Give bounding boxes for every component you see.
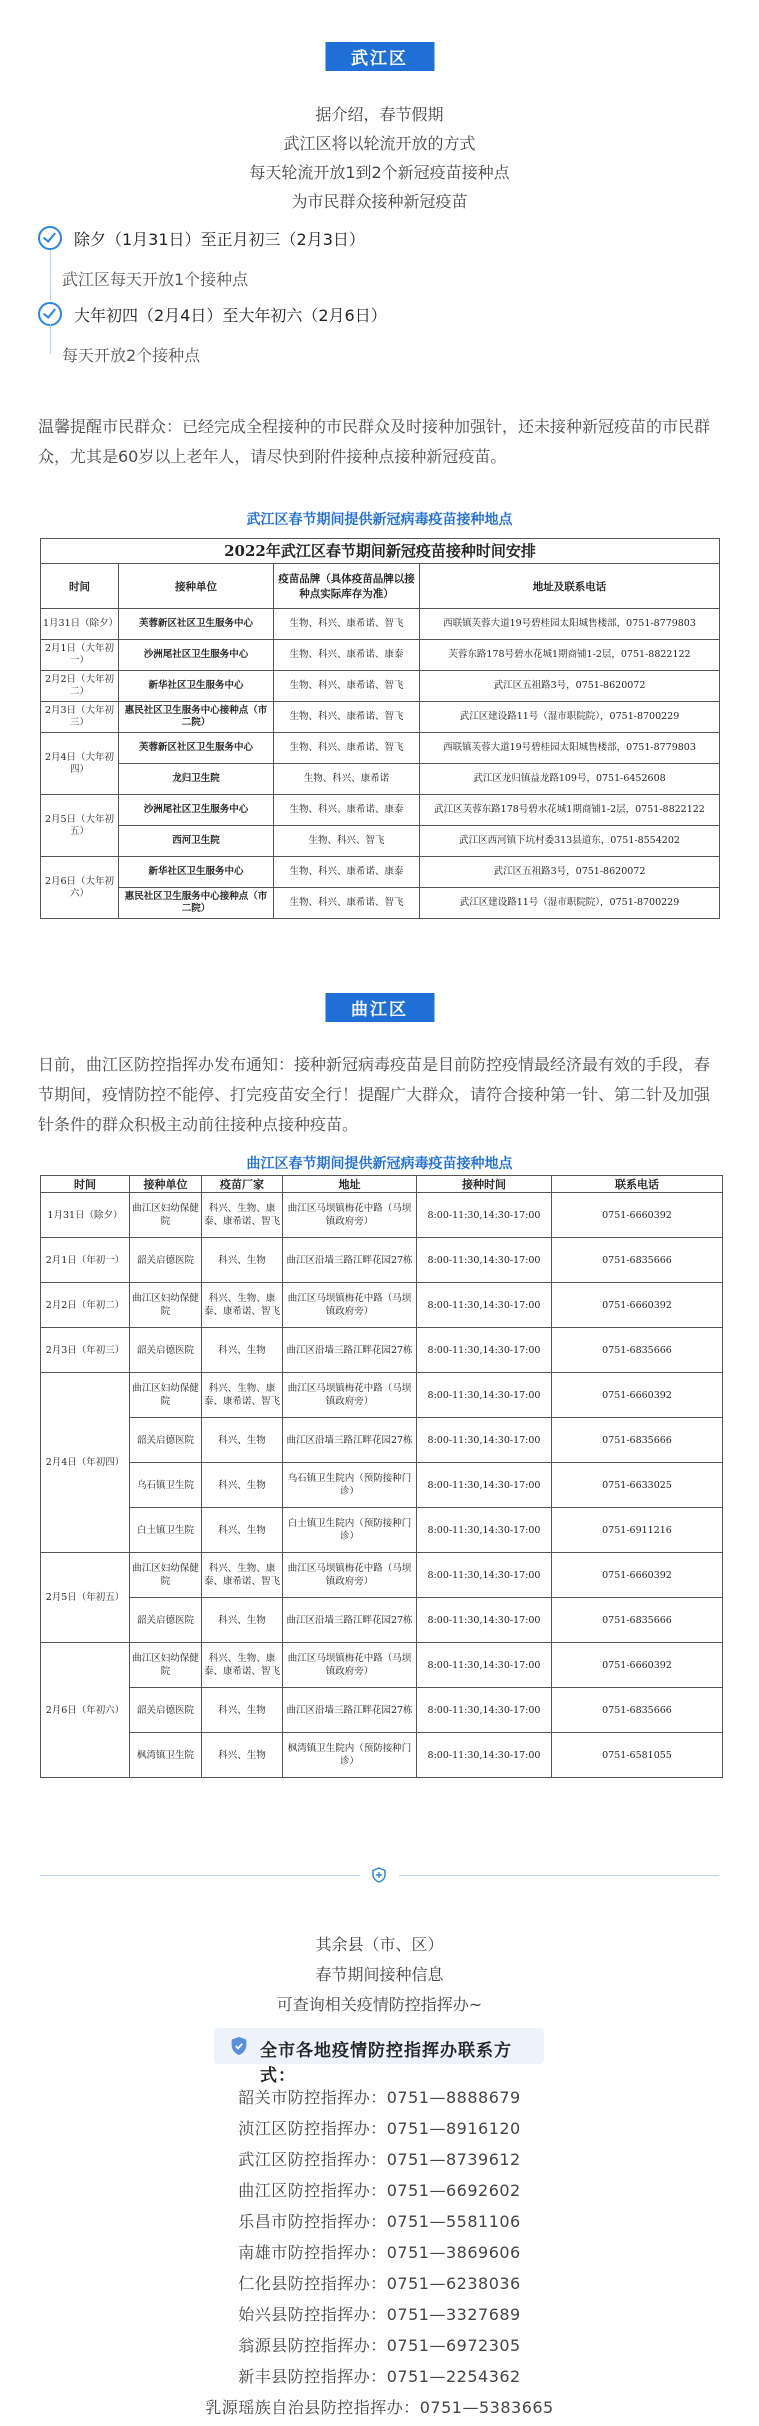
contact-item: 乳源瑶族自治县防控指挥办：0751—5383665	[205, 2398, 554, 2417]
qujiang-notice: 日前，曲江区防控指挥办发布通知：接种新冠病毒疫苗是目前防控疫情最经济最有效的手段，春节期间，疫情防控不能停、打完疫苗安全行！提醒广大群众，请符合接种第一针、第二针及加强针条件的群众积极主动前往接种点接种疫苗。	[38, 1055, 711, 1134]
table-header: 疫苗厂家	[202, 1176, 283, 1193]
date-cell: 2月1日（大年初一）	[41, 640, 119, 671]
table-cell: 生物、科兴、康希诺、智飞	[274, 671, 420, 702]
date-cell: 2月3日（年初三）	[41, 1328, 130, 1373]
table-cell: 武江区五祖路3号，0751-8620072	[420, 857, 720, 888]
table-cell: 西联镇芙蓉大道19号碧桂园太阳城售楼部，0751-8779803	[420, 609, 720, 640]
contact-header	[214, 2028, 544, 2086]
table-cell: 曲江区沿墙三路江畔花园27栋	[283, 1418, 417, 1463]
date-cell: 2月4日（年初四）	[41, 1373, 130, 1553]
table-row	[41, 888, 720, 919]
table-cell: 曲江区妇幼保健院	[130, 1283, 202, 1328]
table-cell: 0751-6633025	[552, 1463, 723, 1508]
table-cell: 科兴、生物、康泰、康希诺、智飞	[202, 1643, 283, 1688]
table-cell: 武江区龙归镇益龙路109号，0751-6452608	[420, 764, 720, 795]
table-cell: 韶关启德医院	[130, 1688, 202, 1733]
table-cell: 0751-6581055	[552, 1733, 723, 1778]
table-cell: 曲江区马坝镇梅花中路（马坝镇政府旁）	[283, 1283, 417, 1328]
table-row	[41, 671, 720, 702]
date-cell: 1月31日（除夕）	[41, 1193, 130, 1238]
table-cell: 武江区芙蓉东路178号碧水花城1期商铺1-2层，0751-8822122	[420, 795, 720, 826]
table-cell: 科兴、生物	[202, 1733, 283, 1778]
table-cell: 沙洲尾社区卫生服务中心	[119, 795, 274, 826]
table-cell: 8:00-11:30,14:30-17:00	[417, 1643, 552, 1688]
table-cell: 生物、科兴、康希诺、康泰	[274, 857, 420, 888]
table-cell: 8:00-11:30,14:30-17:00	[417, 1733, 552, 1778]
date-cell: 2月2日（大年初二）	[41, 671, 119, 702]
qujiang-schedule-table	[40, 1175, 723, 1778]
table-cell: 白土镇卫生院内（预防接种门诊）	[283, 1508, 417, 1553]
intro-line: 每天轮流开放1到2个新冠疫苗接种点	[249, 163, 510, 182]
table-header: 地址	[283, 1176, 417, 1193]
table-cell: 科兴、生物、康泰、康希诺、智飞	[202, 1193, 283, 1238]
contact-item: 韶关市防控指挥办：0751—8888679	[238, 2088, 521, 2107]
intro-line: 武江区将以轮流开放的方式	[283, 134, 476, 153]
table-cell: 0751-6835666	[552, 1328, 723, 1373]
table-cell: 0751-6660392	[552, 1643, 723, 1688]
table-cell: 科兴、生物、康泰、康希诺、智飞	[202, 1373, 283, 1418]
table-cell: 0751-6660392	[552, 1373, 723, 1418]
table-header: 地址及联系电话	[420, 564, 720, 609]
table-cell: 龙归卫生院	[119, 764, 274, 795]
contact-list	[0, 2082, 759, 2423]
table-cell: 0751-6835666	[552, 1598, 723, 1643]
table-cell: 科兴、生物、康泰、康希诺、智飞	[202, 1553, 283, 1598]
timeline-head: 大年初四（2月4日）至大年初六（2月6日）	[74, 306, 387, 325]
contact-item: 浈江区防控指挥办：0751—8916120	[238, 2119, 521, 2138]
table-row	[41, 795, 720, 826]
table-row	[41, 857, 720, 888]
divider-right	[399, 1875, 719, 1876]
table-cell: 0751-6835666	[552, 1238, 723, 1283]
table-cell: 曲江区马坝镇梅花中路（马坝镇政府旁）	[283, 1643, 417, 1688]
table-row	[41, 1193, 723, 1238]
table-cell: 曲江区妇幼保健院	[130, 1193, 202, 1238]
table-row	[41, 1598, 723, 1643]
others-line: 春节期间接种信息	[315, 1965, 444, 1984]
table-cell: 白土镇卫生院	[130, 1508, 202, 1553]
date-cell: 2月3日（大年初三）	[41, 702, 119, 733]
wujiang-reminder: 温馨提醒市民群众：已经完成全程接种的市民群众及时接种加强针，还未接种新冠疫苗的市民群众，尤其是60岁以上老年人，请尽快到附件接种点接种新冠疫苗。	[38, 417, 711, 466]
table-cell: 曲江区马坝镇梅花中路（马坝镇政府旁）	[283, 1553, 417, 1598]
contact-item: 始兴县防控指挥办：0751—3327689	[238, 2305, 521, 2324]
date-cell: 2月6日（大年初六）	[41, 857, 119, 919]
table-cell: 曲江区妇幼保健院	[130, 1643, 202, 1688]
table-row	[41, 640, 720, 671]
date-cell: 2月2日（年初二）	[41, 1283, 130, 1328]
table-cell: 新华社区卫生服务中心	[119, 671, 274, 702]
table-row	[41, 702, 720, 733]
others-line: 可查询相关疫情防控指挥办~	[276, 1995, 483, 2014]
table-cell: 生物、科兴、智飞	[274, 826, 420, 857]
table-cell: 芙蓉新区社区卫生服务中心	[119, 733, 274, 764]
table-cell: 8:00-11:30,14:30-17:00	[417, 1508, 552, 1553]
table-cell: 生物、科兴、康希诺、智飞	[274, 733, 420, 764]
table-cell: 韶关启德医院	[130, 1328, 202, 1373]
table-cell: 新华社区卫生服务中心	[119, 857, 274, 888]
table-cell: 0751-6835666	[552, 1688, 723, 1733]
shield-check-icon	[228, 2035, 250, 2057]
wujiang-section-tag: 武江区	[325, 42, 434, 71]
table-row	[41, 1733, 723, 1778]
table-cell: 8:00-11:30,14:30-17:00	[417, 1598, 552, 1643]
table-cell: 8:00-11:30,14:30-17:00	[417, 1688, 552, 1733]
table-cell: 韶关启德医院	[130, 1418, 202, 1463]
table-row	[41, 1643, 723, 1688]
table-cell: 科兴、生物	[202, 1238, 283, 1283]
timeline-text: 每天开放2个接种点	[62, 346, 201, 365]
table-header: 疫苗品牌（具体疫苗品牌以接种点实际库存为准）	[274, 564, 420, 609]
table-row	[41, 1688, 723, 1733]
wujiang-timeline	[38, 226, 738, 376]
table-cell: 曲江区妇幼保健院	[130, 1553, 202, 1598]
table-cell: 8:00-11:30,14:30-17:00	[417, 1463, 552, 1508]
table-row	[41, 1553, 723, 1598]
timeline-text: 武江区每天开放1个接种点	[62, 270, 249, 289]
table-cell: 生物、科兴、康希诺、智飞	[274, 702, 420, 733]
table-cell: 乌石镇卫生院	[130, 1463, 202, 1508]
table-row	[41, 826, 720, 857]
table-cell: 生物、科兴、康希诺、智飞	[274, 609, 420, 640]
table-cell: 曲江区沿墙三路江畔花园27栋	[283, 1328, 417, 1373]
table-cell: 曲江区沿墙三路江畔花园27栋	[283, 1598, 417, 1643]
table-row	[41, 733, 720, 764]
table-cell: 惠民社区卫生服务中心接种点（市二院）	[119, 888, 274, 919]
table-cell: 曲江区妇幼保健院	[130, 1373, 202, 1418]
table-row	[41, 1238, 723, 1283]
check-circle-icon	[38, 226, 62, 250]
table-cell: 科兴、生物、康泰、康希诺、智飞	[202, 1283, 283, 1328]
table-caption-row	[41, 539, 720, 564]
table-cell: 芙蓉东路178号碧水花城1期商铺1-2层，0751-8822122	[420, 640, 720, 671]
intro-line: 据介绍，春节假期	[315, 105, 444, 124]
table-cell: 曲江区马坝镇梅花中路（马坝镇政府旁）	[283, 1373, 417, 1418]
contact-item: 乐昌市防控指挥办：0751—5581106	[238, 2212, 521, 2231]
table-row	[41, 1328, 723, 1373]
table-cell: 科兴、生物	[202, 1418, 283, 1463]
table-cell: 西联镇芙蓉大道19号碧桂园太阳城售楼部，0751-8779803	[420, 733, 720, 764]
table-cell: 8:00-11:30,14:30-17:00	[417, 1553, 552, 1598]
table-header: 接种单位	[130, 1176, 202, 1193]
table-row	[41, 1463, 723, 1508]
table-cell: 武江区五祖路3号，0751-8620072	[420, 671, 720, 702]
table-cell: 0751-6835666	[552, 1418, 723, 1463]
contact-item: 曲江区防控指挥办：0751—6692602	[238, 2181, 521, 2200]
timeline-head: 除夕（1月31日）至正月初三（2月3日）	[74, 230, 365, 249]
contact-item: 武江区防控指挥办：0751—8739612	[238, 2150, 521, 2169]
table-cell: 0751-6911216	[552, 1508, 723, 1553]
date-cell: 2月5日（大年初五）	[41, 795, 119, 857]
qujiang-section-tag: 曲江区	[325, 993, 434, 1022]
date-cell: 2月4日（大年初四）	[41, 733, 119, 795]
table-cell: 科兴、生物	[202, 1328, 283, 1373]
contact-item: 仁化县防控指挥办：0751—6238036	[238, 2274, 521, 2293]
table-cell: 曲江区沿墙三路江畔花园27栋	[283, 1688, 417, 1733]
table-caption: 2022年武江区春节期间新冠疫苗接种时间安排	[41, 539, 720, 564]
table-header: 接种时间	[417, 1176, 552, 1193]
table-cell: 惠民社区卫生服务中心接种点（市二院）	[119, 702, 274, 733]
contact-item: 南雄市防控指挥办：0751—3869606	[238, 2243, 521, 2262]
table-cell: 武江区建设路11号（湿市职院院），0751-8700229	[420, 888, 720, 919]
table-cell: 韶关启德医院	[130, 1238, 202, 1283]
table-row	[41, 609, 720, 640]
table-header: 联系电话	[552, 1176, 723, 1193]
table-header-row	[41, 1176, 723, 1193]
divider-left	[40, 1875, 360, 1876]
contact-title: 全市各地疫情防控指挥办联系方式：	[260, 2041, 512, 2086]
table-row	[41, 764, 720, 795]
date-cell: 2月5日（年初五）	[41, 1553, 130, 1643]
table-cell: 科兴、生物	[202, 1463, 283, 1508]
table-cell: 枫湾镇卫生院	[130, 1733, 202, 1778]
table-cell: 8:00-11:30,14:30-17:00	[417, 1418, 552, 1463]
table-cell: 武江区建设路11号（湿市职院院），0751-8700229	[420, 702, 720, 733]
table-cell: 8:00-11:30,14:30-17:00	[417, 1328, 552, 1373]
table-cell: 8:00-11:30,14:30-17:00	[417, 1193, 552, 1238]
table-cell: 8:00-11:30,14:30-17:00	[417, 1373, 552, 1418]
contact-item: 新丰县防控指挥办：0751—2254362	[238, 2367, 521, 2386]
others-info	[0, 1930, 759, 2020]
contact-item: 翁源县防控指挥办：0751—6972305	[238, 2336, 521, 2355]
wujiang-table-title: 武江区春节期间提供新冠病毒疫苗接种地点	[246, 512, 513, 528]
table-header: 时间	[41, 564, 119, 609]
table-cell: 科兴、生物	[202, 1508, 283, 1553]
intro-line: 为市民群众接种新冠疫苗	[291, 192, 468, 211]
date-cell: 1月31日（除夕）	[41, 609, 119, 640]
table-cell: 生物、科兴、康希诺、康泰	[274, 640, 420, 671]
date-cell: 2月1日（年初一）	[41, 1238, 130, 1283]
table-cell: 8:00-11:30,14:30-17:00	[417, 1283, 552, 1328]
table-row	[41, 1373, 723, 1418]
wujiang-schedule-table	[40, 538, 720, 919]
table-cell: 科兴、生物	[202, 1688, 283, 1733]
table-cell: 韶关启德医院	[130, 1598, 202, 1643]
table-cell: 生物、科兴、康希诺、康泰	[274, 795, 420, 826]
timeline-line	[50, 324, 51, 354]
table-row	[41, 1418, 723, 1463]
table-cell: 生物、科兴、康希诺、智飞	[274, 888, 420, 919]
table-header: 时间	[41, 1176, 130, 1193]
others-line: 其余县（市、区）	[315, 1935, 444, 1954]
table-cell: 0751-6660392	[552, 1193, 723, 1238]
table-cell: 乌石镇卫生院内（预防接种门诊）	[283, 1463, 417, 1508]
table-cell: 武江区西河镇下坑村委313县道东，0751-8554202	[420, 826, 720, 857]
shield-icon	[371, 1867, 387, 1883]
table-header-row	[41, 564, 720, 609]
table-cell: 0751-6660392	[552, 1553, 723, 1598]
table-cell: 西河卫生院	[119, 826, 274, 857]
wujiang-intro	[0, 100, 759, 216]
date-cell: 2月6日（年初六）	[41, 1643, 130, 1778]
table-row	[41, 1283, 723, 1328]
qujiang-table-title: 曲江区春节期间提供新冠病毒疫苗接种地点	[246, 1156, 513, 1172]
table-row	[41, 1508, 723, 1553]
table-cell: 曲江区沿墙三路江畔花园27栋	[283, 1238, 417, 1283]
table-cell: 枫湾镇卫生院内（预防接种门诊）	[283, 1733, 417, 1778]
table-cell: 0751-6660392	[552, 1283, 723, 1328]
timeline-line	[50, 248, 51, 300]
table-cell: 生物、科兴、康希诺	[274, 764, 420, 795]
table-cell: 8:00-11:30,14:30-17:00	[417, 1238, 552, 1283]
table-cell: 沙洲尾社区卫生服务中心	[119, 640, 274, 671]
table-cell: 芙蓉新区社区卫生服务中心	[119, 609, 274, 640]
table-cell: 科兴、生物	[202, 1598, 283, 1643]
table-header: 接种单位	[119, 564, 274, 609]
table-cell: 曲江区马坝镇梅花中路（马坝镇政府旁）	[283, 1193, 417, 1238]
check-circle-icon	[38, 302, 62, 326]
